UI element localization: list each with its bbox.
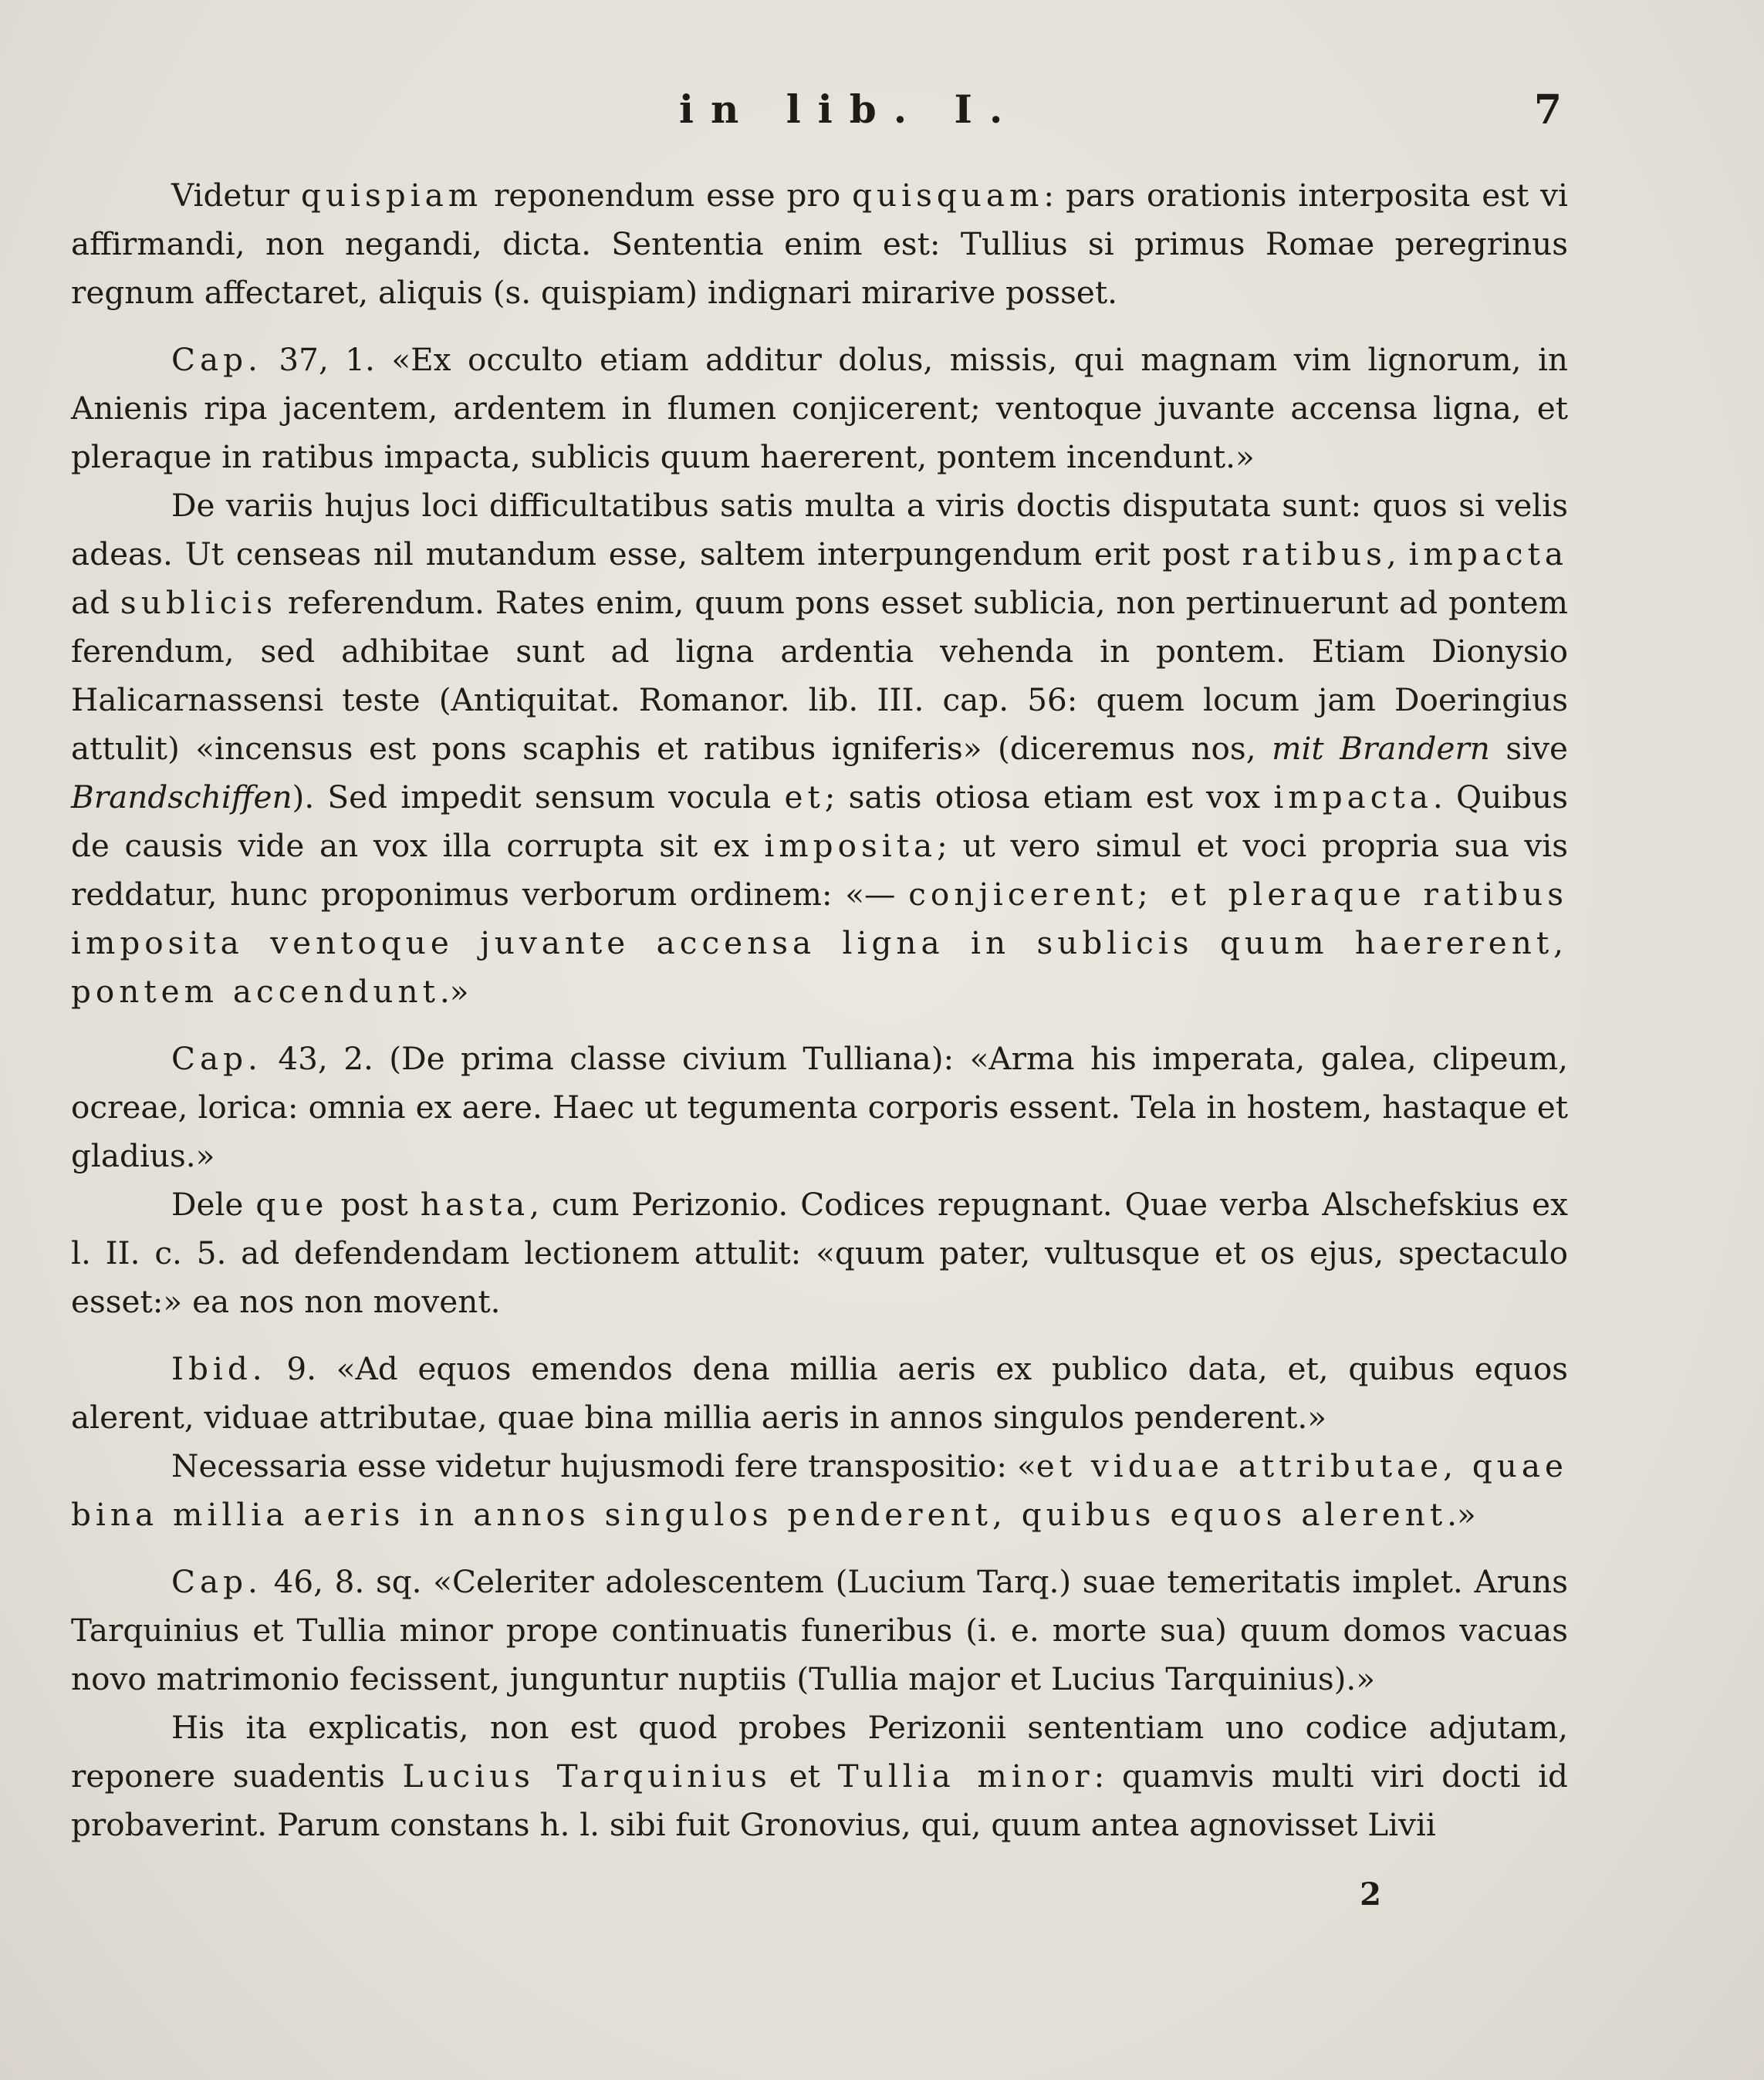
text-run: De variis hujus loci difficultatibus satis multa a viris doctis disputata sunt: quos si velis adeas. Ut censeas nil mutandum esse, saltem interpungendum erit post (71, 487, 1568, 572)
text-run: referendum. Rates enim, quum pons esset sublicia, non pertinuerunt ad pontem ferendum, sed adhibitae sunt ad ligna ardentia vehenda in pontem. Etiam Dionysio Halicarnassensi teste (Antiquitat. Romanor. lib. III. cap. 56: quem locum jam Doeringius attulit) «incensus est pons scaphis et ratibus igniferis» (diceremus nos, (71, 584, 1569, 767)
spaced-text: sublicis (120, 584, 278, 621)
text-run: ad (71, 584, 120, 621)
text-run: : pars orationis interposita est vi affirmandi, non negandi, dicta. Sententia enim est: Tullius si primus Romae peregrinus regnum affectaret, aliquis (s. quispiam) indignari mirarive posset. (71, 177, 1569, 311)
text-run: Necessaria esse videtur hujusmodi fere transpositio: « (171, 1447, 1036, 1484)
spaced-text: hasta (420, 1186, 530, 1223)
spaced-text: et (784, 778, 825, 815)
text-run: 37, 1. «Ex occulto etiam additur dolus, missis, qui magnam vim lignorum, in Anienis ripa jacentem, ardentem in flumen conjicerent; ventoque juvante accensa ligna, et pleraque in ratibus impacta, sublicis quum haererent, pontem incendunt.» (71, 341, 1568, 475)
spaced-text: Lucius Tarquinius (402, 1758, 772, 1795)
paragraph (71, 171, 1568, 317)
spaced-text: Cap. (171, 341, 262, 378)
paragraph (71, 336, 1568, 481)
spaced-text: imposita (764, 827, 938, 864)
text-run: reponendum esse pro (482, 177, 853, 214)
paragraph (71, 1558, 1568, 1704)
page-header (0, 86, 1764, 140)
text-run: .» (1447, 1496, 1476, 1533)
text-run: . Quibus de causis vide an vox illa corrupta sit ex (71, 778, 1568, 864)
paragraph (71, 1035, 1568, 1180)
spaced-text: conjicerent; et pleraque ratibus imposita ventoque juvante accensa ligna in sublicis quum haererent, pontem accendunt (71, 876, 1568, 1010)
text-run: post (328, 1186, 421, 1223)
running-title: in lib. I. (679, 86, 1020, 132)
text-run: : quamvis multi viri docti id probaverint. Parum constans h. l. sibi fuit Gronovius, qui, quum antea agnovisset Livii (71, 1758, 1568, 1843)
italic-text: mit Brandern (1272, 730, 1490, 767)
paragraph (71, 1442, 1568, 1539)
text-run: 43, 2. (De prima classe civium Tulliana): «Arma his imperata, galea, clipeum, ocreae, lorica: omnia ex aere. Haec ut tegumenta corporis essent. Tela in hostem, hastaque et gladius.» (71, 1040, 1568, 1174)
text-run: His ita explicatis, non est quod probes Perizonii sententiam uno codice adjutam, reponere suadentis (71, 1709, 1568, 1795)
italic-text: Brandschiffen (71, 778, 292, 815)
text-run: .» (439, 973, 469, 1010)
spaced-text: quisquam (852, 177, 1044, 214)
spaced-text: Tullia minor (837, 1758, 1094, 1795)
text-run: Dele (171, 1186, 256, 1223)
spaced-text: impacta (1273, 778, 1433, 815)
spaced-text: ratibus (1242, 535, 1387, 572)
text-run: et (771, 1758, 838, 1795)
spaced-text: Cap. (171, 1563, 262, 1600)
spaced-text: que (255, 1186, 329, 1223)
text-run: Videtur (171, 177, 301, 214)
spaced-text: impacta (1408, 535, 1568, 572)
text-run: sive (1489, 730, 1568, 767)
signature-mark: 2 (1360, 1876, 1381, 1913)
body-text (71, 171, 1568, 1849)
text-run: ; satis otiosa etiam est vox (824, 778, 1274, 815)
spaced-text: quispiam (301, 177, 483, 214)
paragraph (71, 1180, 1568, 1326)
spaced-text: Ibid. (171, 1350, 267, 1387)
page-number: 7 (1533, 86, 1562, 133)
spaced-text: Cap. (171, 1040, 262, 1077)
text-run: 46, 8. sq. «Celeriter adolescentem (Lucium Tarq.) suae temeritatis implet. Aruns Tarquinius et Tullia minor prope continuatis funeribus (i. e. morte sua) quum domos vacuas novo matrimonio fecissent, junguntur nuptiis (Tullia major et Lucius Tarquinius).» (71, 1563, 1568, 1697)
text-run: ). Sed impedit sensum vocula (292, 778, 785, 815)
text-run: , cum Perizonio. Codices repugnant. Quae verba Alschefskius ex l. II. c. 5. ad defendendam lectionem attulit: «quum pater, vultusque et os ejus, spectaculo esset:» ea nos non movent. (71, 1186, 1568, 1320)
paragraph (71, 481, 1568, 1016)
text-run: ; ut vero simul et voci propria sua vis reddatur, hunc proponimus verborum ordinem: «— (71, 827, 1568, 913)
spaced-text: et viduae attributae, quae bina millia aeris in annos singulos penderent, quibus equos alerent (71, 1447, 1568, 1533)
paragraph (71, 1704, 1568, 1849)
text-run: 9. «Ad equos emendos dena millia aeris ex publico data, et, quibus equos alerent, viduae attributae, quae bina millia aeris in annos singulos penderent.» (71, 1350, 1568, 1436)
paragraph (71, 1345, 1568, 1442)
text-run: , (1386, 535, 1409, 572)
